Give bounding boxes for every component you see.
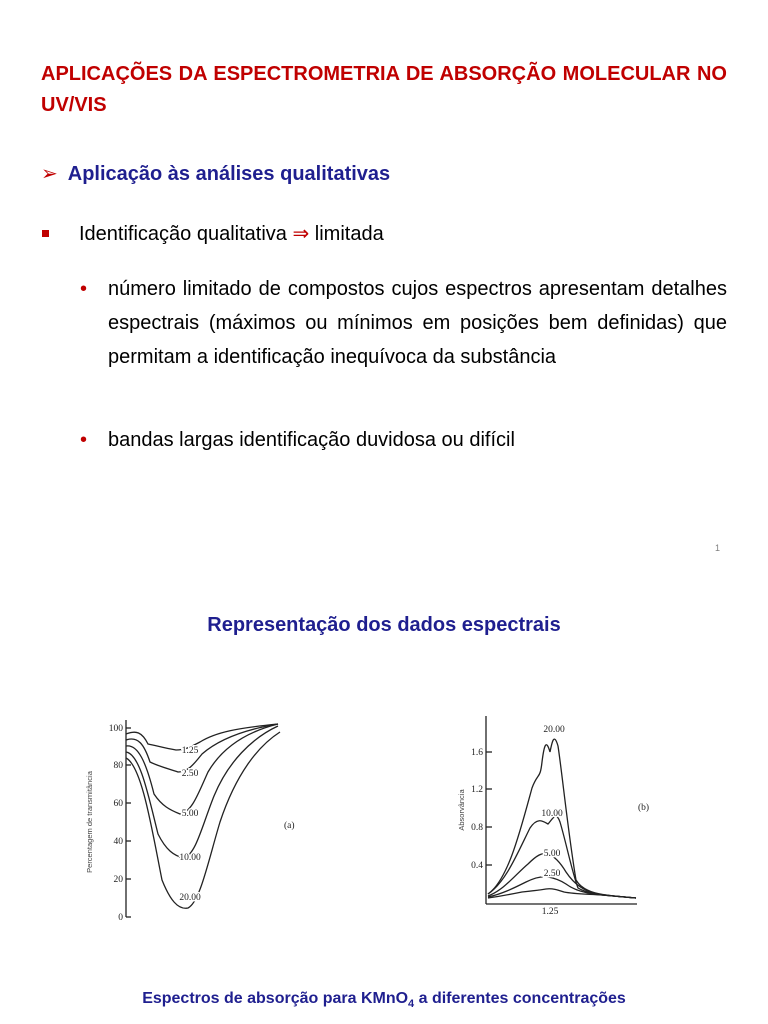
bullet-dot-icon: • xyxy=(80,429,88,451)
subtitle-text: Aplicação às análises qualitativas xyxy=(67,163,391,185)
chart-a-panel-label: (a) xyxy=(284,821,295,831)
chart-a-curve-5.00 xyxy=(126,724,278,814)
chart-a-curve-label: 5.00 xyxy=(181,809,199,819)
chart-a-ylabel: Percentagem de transmitância xyxy=(85,771,94,873)
chart-b-curve-label: 20.00 xyxy=(543,725,565,735)
chart-a-tick: 80 xyxy=(113,761,123,771)
bullet-text: número limitado de compostos cujos espectros apresentam detalhes espectrais (máximos ou mínimos em posições bem definidas) que permitam a identificação inequívoca da substância xyxy=(108,278,727,368)
caption-suffix: a diferentes concentrações xyxy=(414,990,626,1007)
chart-b-curve-label: 10.00 xyxy=(541,809,563,819)
chart-a-tick: 20 xyxy=(113,875,123,885)
chart-a-curve-label: 1.25 xyxy=(181,746,199,756)
chart-a-tick: 0 xyxy=(118,913,123,923)
list-item-text xyxy=(79,219,384,249)
chart-b-tick: 1.6 xyxy=(471,748,483,758)
slide-title: APLICAÇÕES DA ESPECTROMETRIA DE ABSORÇÃO MOLECULAR NO UV/VIS xyxy=(41,63,727,116)
arrow-bullet-icon: ➢ xyxy=(41,163,58,185)
chart-a-curve-label: 10.00 xyxy=(179,853,201,863)
chart-a-transmittance xyxy=(66,710,316,923)
chart-b-tick: 1.2 xyxy=(471,785,483,795)
chart-a-curve-10.00 xyxy=(126,726,278,858)
chart-a-tick: 100 xyxy=(108,724,123,734)
chart-b-curve-label: 5.00 xyxy=(543,849,561,859)
chart-b-curve-label: 1.25 xyxy=(541,907,559,917)
square-bullet-icon xyxy=(42,230,49,237)
caption-prefix: Espectros de absorção para KMnO xyxy=(142,990,409,1007)
chart-b-curve-label: 2.50 xyxy=(543,869,561,879)
item-text-after: limitada xyxy=(309,223,384,245)
chart-a-tick: 60 xyxy=(113,799,123,809)
item-text-before: Identificação qualitativa xyxy=(79,223,293,245)
implies-symbol: ⇒ xyxy=(292,223,310,245)
chart-a-curve-label: 20.00 xyxy=(179,893,201,903)
page-number: 1 xyxy=(714,543,720,553)
chart-b-panel-label: (b) xyxy=(638,803,650,813)
chart-b-ylabel: Absorvância xyxy=(457,789,466,831)
chart-a-curve-1.25 xyxy=(126,724,278,750)
chart-b-tick: 0.4 xyxy=(471,861,483,871)
slide2-title: Representação dos dados espectrais xyxy=(207,614,561,636)
bullet-text: bandas largas identificação duvidosa ou difícil xyxy=(108,429,515,451)
subtitle xyxy=(41,160,390,188)
chart-b-curve-10.00 xyxy=(488,816,636,898)
chart-b-tick: 0.8 xyxy=(471,823,483,833)
figure-caption xyxy=(0,990,768,1010)
chart-a-tick: 40 xyxy=(113,837,123,847)
caption-subscript: 4 xyxy=(408,998,415,1011)
chart-a-curve-label: 2.50 xyxy=(181,769,199,779)
chart-b-absorbance xyxy=(452,712,677,918)
bullet-dot-icon: • xyxy=(80,278,88,300)
